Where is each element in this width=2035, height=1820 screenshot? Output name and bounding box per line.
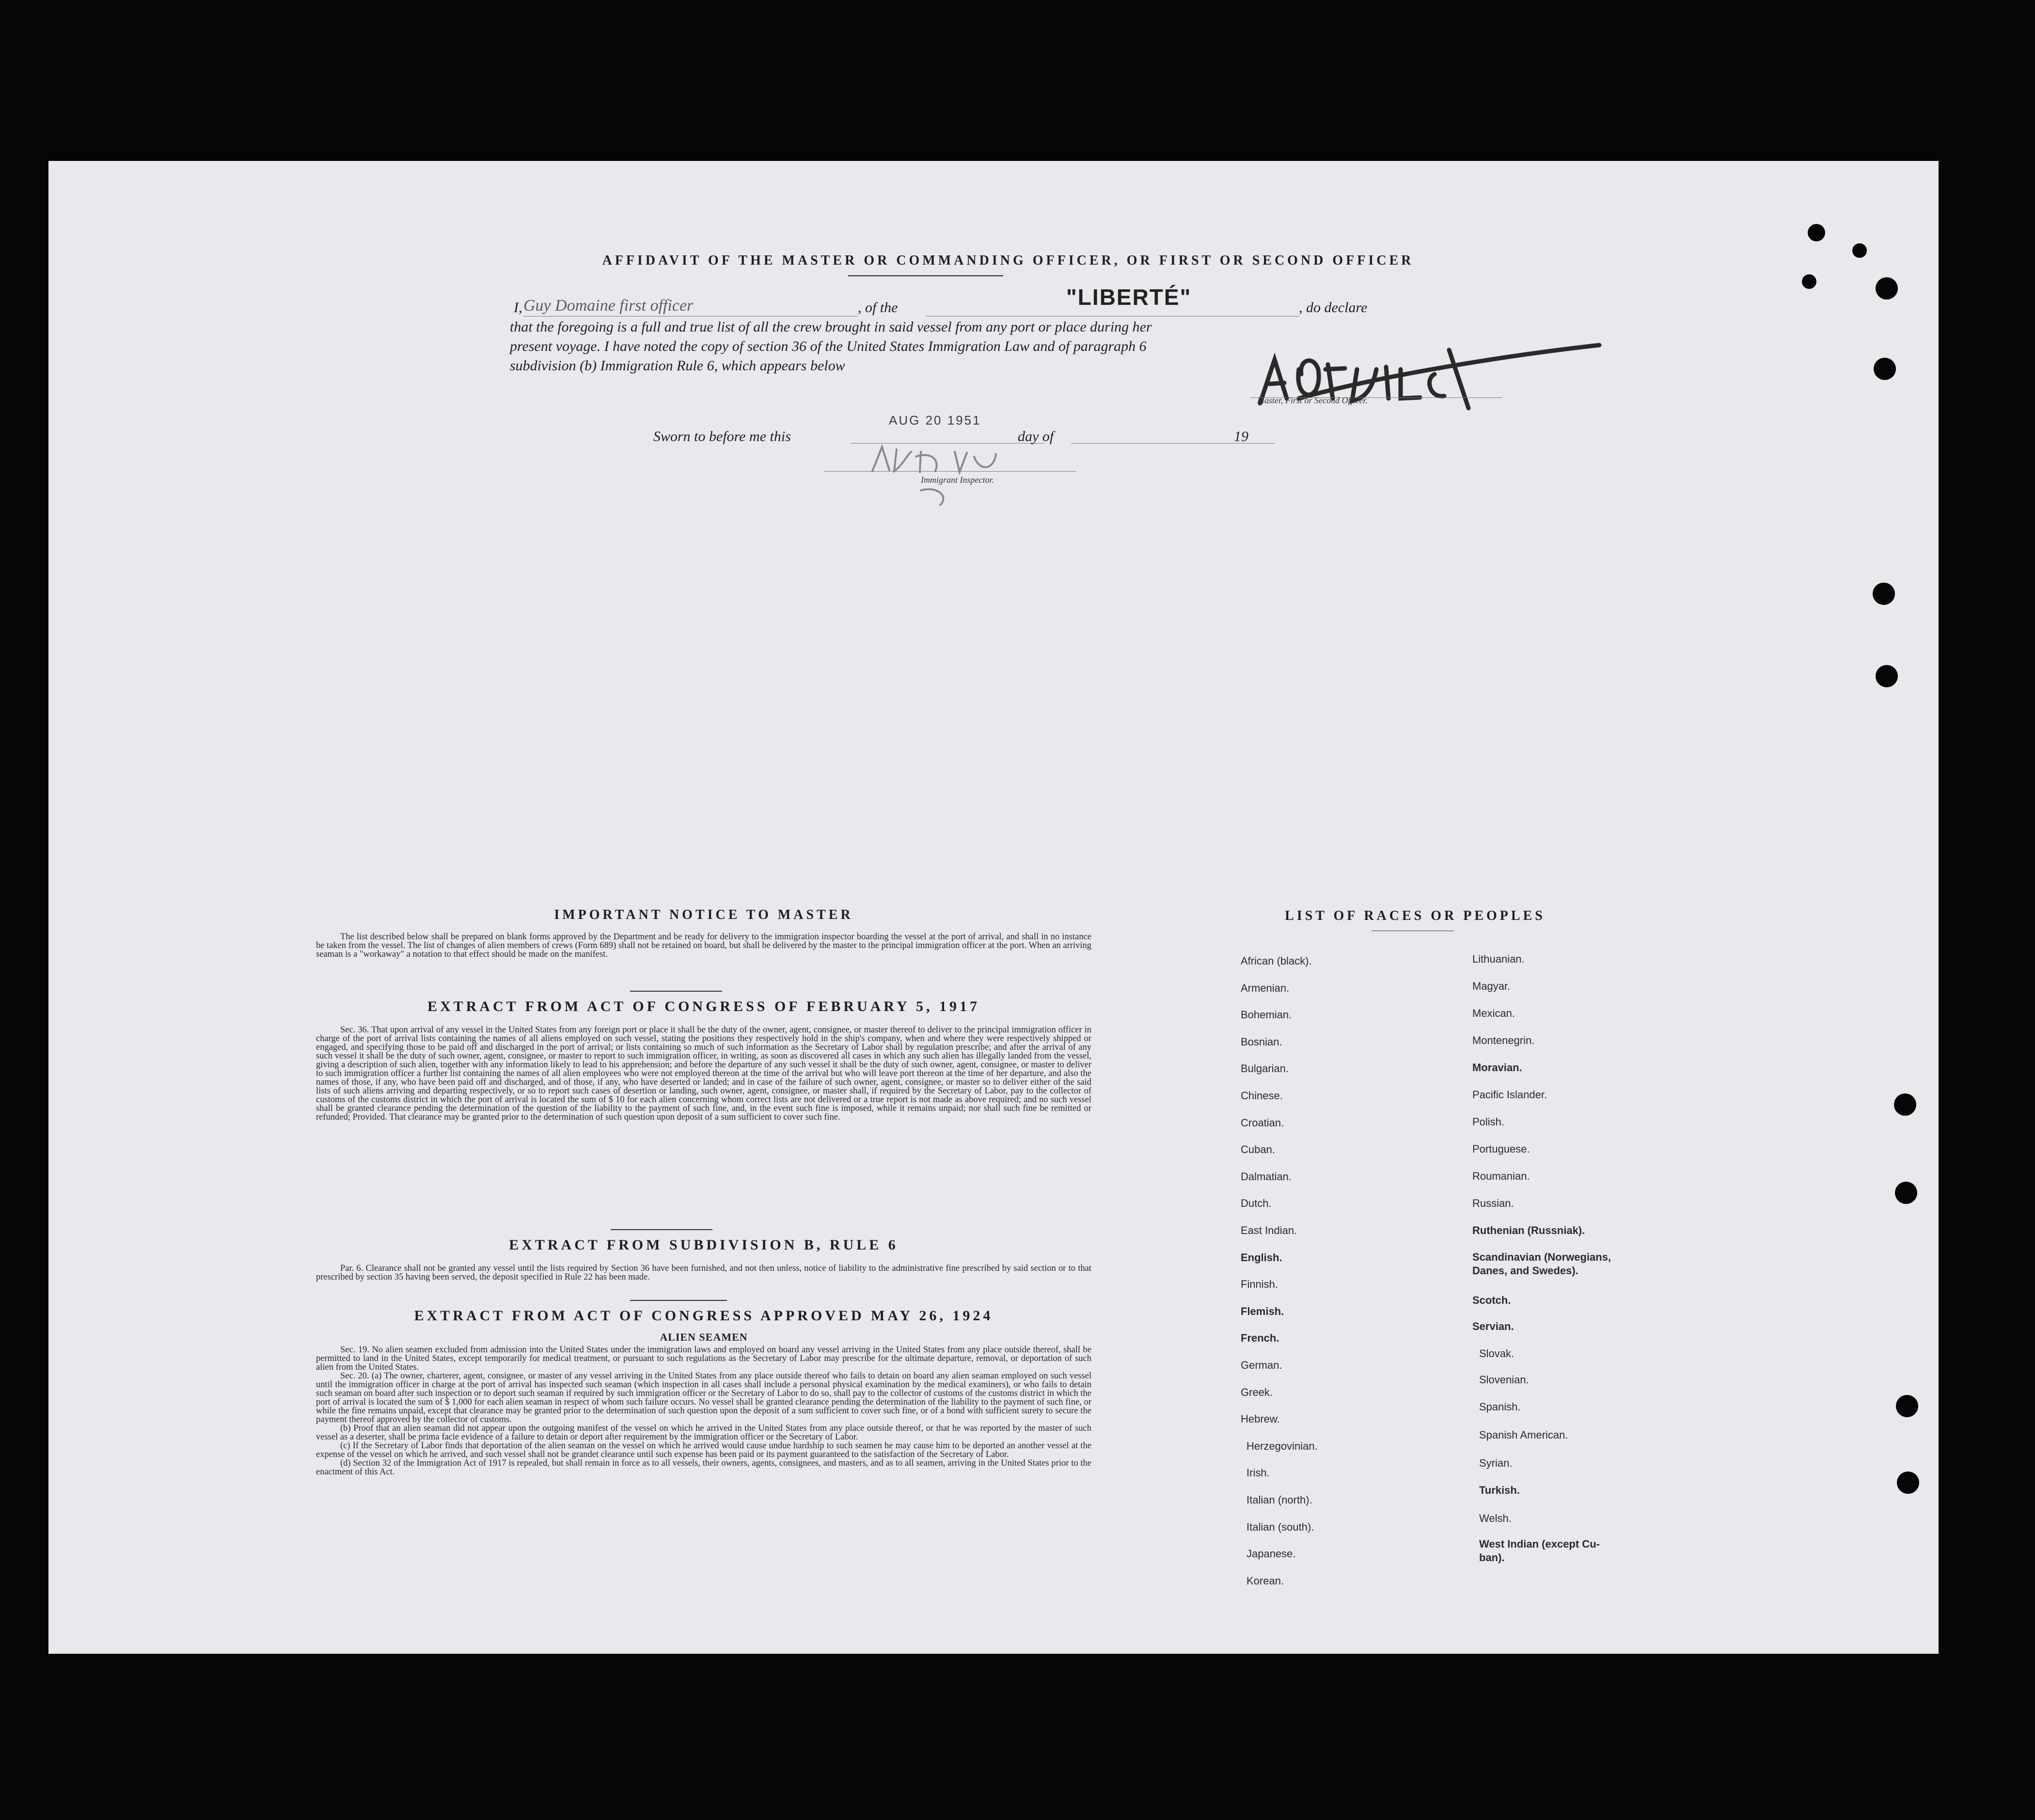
affidavit-line-3: present voyage. I have noted the copy of section 36 of the United States Immigration Law and of paragraph 6 (510, 338, 1147, 354)
race-item: Polish. (1472, 1116, 1505, 1128)
affidavit-title: AFFIDAVIT OF THE MASTER OR COMMANDING OFFICER, OR FIRST OR SECOND OFFICER (602, 253, 1414, 268)
binder-hole (1852, 243, 1867, 258)
binder-hole (1896, 1395, 1918, 1417)
par-6-paragraph: Par. 6. Clearance shall not be granted any vessel until the lists required by Section 36 have been furnished, and not then unless, notice of liability to the administrative fine prescribed by said section or to that prescribed by section 35 having been served, the deposit specified in Rule 22 has been made. (316, 1264, 1091, 1282)
race-item: Ruthenian (Russniak). (1472, 1224, 1585, 1236)
races-title: LIST OF RACES OR PEOPLES (1285, 908, 1546, 923)
race-item: Portuguese. (1472, 1143, 1530, 1155)
name-rule (523, 316, 858, 317)
officer-caption: Master, First or Second Officer. (1257, 396, 1368, 405)
race-item: Chinese. (1241, 1090, 1283, 1102)
race-item: French. (1241, 1332, 1279, 1345)
sworn-prefix: Sworn to before me this (653, 428, 791, 444)
rule-6-title: EXTRACT FROM SUBDIVISION B, RULE 6 (509, 1237, 899, 1253)
race-item: Mexican. (1472, 1007, 1515, 1019)
race-item: Armenian. (1241, 981, 1290, 994)
race-item: Scandinavian (Norwegians, Danes, and Swedes). (1472, 1251, 1611, 1277)
race-item: Korean. (1246, 1574, 1284, 1587)
race-item: Dalmatian. (1241, 1170, 1292, 1183)
line1-declare: , do declare (1299, 300, 1368, 316)
sec-20d-paragraph: (d) Section 32 of the Immigration Act of 1917 is repealed, but shall remain in force as to all vessels, their owners, agents, consignees, and masters, and as to all seamen, arriving in the United States prior to the enactment of this Act. (316, 1458, 1091, 1477)
race-item: Dutch. (1241, 1197, 1272, 1210)
sworn-year: 19 (1234, 428, 1248, 444)
race-item: German. (1241, 1359, 1282, 1371)
binder-hole (1876, 277, 1898, 300)
race-item: Irish. (1246, 1467, 1270, 1479)
race-item: Italian (south). (1246, 1520, 1314, 1533)
affidavit-line-2: that the foregoing is a full and true list of all the crew brought in said vessel from any port or place during her (510, 319, 1152, 335)
section-divider (630, 991, 722, 992)
binder-hole (1874, 358, 1896, 380)
race-item: Hebrew. (1241, 1413, 1280, 1425)
sec-20a-paragraph: Sec. 20. (a) The owner, charterer, agent, consignee, or master of any vessel arriving in the United States from any place outside thereof who fails to detain on board any alien seaman employed on such vessel until the immigration officer in charge at the port of arrival has inspected such seaman (which inspection in all cases shall include a personal physical examination by the medical examiners), or who fails to detain such seaman on board after such inspection or to deport such seaman if required by such immigration officer or the Secretary of Labor to do so, shall pay to the collector of customs of the customs district in which the port of arrival is located the sum of $ 1,000 for each alien seaman in respect of whom such failure occurs. No vessel shall be granted clearance pending the determination of the liability to the payment of such fine, or while the fine remains unpaid, except that clearance may be granted prior to the determination of such question upon the deposit of a sum sufficient to cover such fine, or of a bond with sufficient surety to secure the payment thereof approved by the collector of customs. (316, 1371, 1091, 1424)
race-item: Italian (north). (1246, 1494, 1312, 1506)
inspector-rule (824, 471, 1076, 472)
binder-hole (1873, 583, 1895, 605)
race-item: Slovenian. (1479, 1374, 1529, 1386)
race-item: East Indian. (1241, 1224, 1297, 1236)
sec-36-paragraph: Sec. 36. That upon arrival of any vessel in the United States from any foreign port or place it shall be the duty of the owner, agent, consignee, or master thereof to deliver to the principal immigration officer in charge of the port of arrival lists containing the names of all aliens employed on such vessel, stating the positions they respectively hold in the ship's company, when and where they were respectively shipped or engaged, and specifying those to be paid off and discharged in the port of arrival; or lists containing so much of such information as the Secretary of Labor shall by regulation prescribe; and after the arrival of any such vessel it shall be the duty of such owner, agent, consignee, or master to report to such immigration officer, in writing, as soon as discovered all cases in which any such alien has illegally landed from the vessel, giving a description of such alien, together with any information likely to lead to his apprehension; and before the departure of any such vessel it shall be the duty of such owner, agent, consignee, or master to deliver to such immigration officer a further list containing the names of all alien employees who were not employed thereon at the time of the arrival but who will leave port thereon at the time of her departure, and also the names of those, if any, who have been paid off and discharged, and of those, if any, who have deserted or landed; and in case of the failure of such owner, agent, consignee, or master so to deliver either of the said lists of such aliens arriving and departing respectively, or so to report such cases of desertion or landing, such owner, agent, consignee, or master shall, if required by the Secretary of Labor, pay to the collector of customs of the customs district in which the port of arrival is located the sum of $ 10 for each alien concerning whom correct lists are not delivered or a true report is not made as above required; and no such vessel shall be granted clearance pending the determination of the question of the liability to the payment of such fine, and, in the event such fine is imposed, while it remains unpaid; nor shall such fine be remitted or refunded; Provided. That clearance may be granted prior to the determination of such question upon deposit of a sum sufficient to cover such fine. (316, 1025, 1091, 1122)
race-item: Spanish American. (1479, 1429, 1568, 1441)
date-stamp: AUG 20 1951 (889, 413, 981, 427)
race-item: Turkish. (1479, 1484, 1520, 1496)
race-item: Roumanian. (1472, 1170, 1530, 1182)
extract-1917-text (316, 1026, 1091, 1122)
notice-text (316, 933, 1091, 959)
affidavit-line-4: subdivision (b) Immigration Rule 6, which appears below (510, 358, 845, 374)
rule-6-text (316, 1264, 1091, 1282)
vessel-rule (926, 316, 1299, 317)
inspector-caption: Immigrant Inspector. (921, 475, 994, 485)
sec-20b-paragraph: (b) Proof that an alien seaman did not appear upon the outgoing manifest of the vessel on which he arrived in the United States from any place outside thereof, or that he was reported by the master of such vessel as a deserter, shall be prima facie evidence of a failure to detain or deport after requirement by the immigration officer or the Secretary of Labor. (316, 1424, 1091, 1442)
race-item: Bosnian. (1241, 1035, 1282, 1048)
binder-hole (1876, 665, 1898, 687)
race-item: Bulgarian. (1241, 1062, 1289, 1075)
vessel-name: "LIBERTÉ" (1066, 285, 1192, 310)
title-underline (848, 275, 1003, 276)
extract-1917-title: EXTRACT FROM ACT OF CONGRESS OF FEBRUARY 5, 1917 (427, 998, 980, 1014)
binder-hole (1894, 1093, 1916, 1116)
race-item: Welsh. (1479, 1512, 1512, 1524)
section-divider (611, 1229, 712, 1230)
race-item: Scotch. (1472, 1294, 1511, 1306)
section-divider (630, 1300, 727, 1301)
race-item: Magyar. (1472, 980, 1511, 992)
line1-of-the: , of the (858, 300, 898, 316)
notice-paragraph: The list described below shall be prepared on blank forms approved by the Department and be ready for delivery to the immigration inspector boarding the vessel at the port of arrival, and shall in no instance be taken from the vessel. The list of changes of alien members of crews (Form 689) shall not be retained on board, but shall be delivered by the master to the principal immigration officer at the port. When an arriving seaman is a "workaway" a notation to that effect should be made on the manifest. (316, 932, 1091, 959)
binder-hole (1895, 1182, 1917, 1204)
race-item: Pacific Islander. (1472, 1089, 1547, 1101)
race-item: Finnish. (1241, 1278, 1278, 1291)
binder-hole (1897, 1472, 1919, 1494)
race-item: Russian. (1472, 1197, 1514, 1209)
alien-seamen-subtitle: ALIEN SEAMEN (660, 1331, 748, 1343)
race-item: Montenegrin. (1472, 1034, 1535, 1046)
sec-20c-paragraph: (c) If the Secretary of Labor finds that deportation of the alien seaman on the vessel on which he arrived would cause undue hardship to such seamen he may cause him to be deported an another vessel at the expense of the vessel on which he arrived, and such vessel shall not be grandet clearance until such expense has been paid or its payment guaranteed to the satisfaction of the Secretary of Labor. (316, 1441, 1091, 1459)
race-item: Bohemian. (1241, 1009, 1292, 1021)
binder-hole (1808, 224, 1825, 241)
race-item: Greek. (1241, 1386, 1273, 1398)
notice-title: IMPORTANT NOTICE TO MASTER (554, 907, 853, 922)
race-item: West Indian (except Cu- ban). (1479, 1538, 1600, 1564)
handwritten-officer-name: Guy Domaine first officer (523, 297, 694, 315)
binder-hole (1802, 274, 1816, 289)
race-item: Slovak. (1479, 1347, 1514, 1360)
race-item: Flemish. (1241, 1305, 1284, 1317)
line1-prefix: I, (514, 300, 522, 316)
extract-1924-text (316, 1345, 1091, 1476)
affidavit-line-1 (514, 285, 1405, 321)
extract-1924-title: EXTRACT FROM ACT OF CONGRESS APPROVED MAY 26, 1924 (414, 1308, 994, 1324)
race-item: Herzegovinian. (1246, 1440, 1318, 1452)
inspector-signature (863, 437, 1066, 510)
race-item: Cuban. (1241, 1143, 1275, 1156)
race-item: Lithuanian. (1472, 953, 1525, 965)
officer-signature (1241, 340, 1609, 418)
race-item: Croatian. (1241, 1116, 1284, 1129)
race-item: Syrian. (1479, 1457, 1513, 1469)
race-item: English. (1241, 1251, 1282, 1264)
race-item: Servian. (1472, 1320, 1514, 1332)
sworn-day-of: day of (1018, 428, 1054, 444)
sec-19-paragraph: Sec. 19. No alien seamen excluded from admission into the United States under the immigration laws and employed on board any vessel arriving in the United States from any place outside thereof, shall be permitted to land in the United States, except temporarily for medical treatment, or pursuant to such regulations as the Secretary of Labor may prescribe for the ultimate departure, removal, or deportation of such alien from the United States. (316, 1345, 1091, 1372)
document-page (48, 161, 1939, 1654)
race-item: Moravian. (1472, 1061, 1522, 1074)
race-item: Japanese. (1246, 1548, 1296, 1560)
race-item: African (black). (1241, 955, 1312, 967)
race-item: Spanish. (1479, 1401, 1521, 1413)
